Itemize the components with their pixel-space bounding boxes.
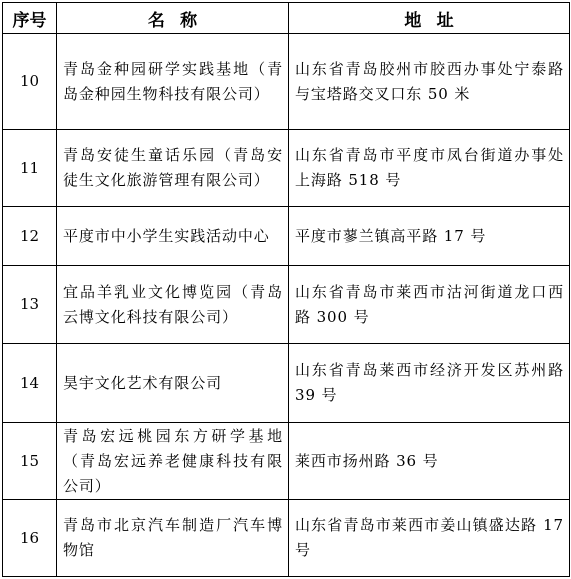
row-address: 山东省青岛市莱西市姜山镇盛达路 17 号: [289, 500, 570, 577]
table-row: [3, 344, 570, 423]
row-index: 13: [3, 266, 57, 344]
row-name: 青岛安徒生童话乐园（青岛安徒生文化旅游管理有限公司）: [57, 130, 289, 207]
row-name: 青岛金种园研学实践基地（青岛金种园生物科技有限公司）: [57, 34, 289, 130]
table-row: [3, 423, 570, 500]
table-row: [3, 266, 570, 344]
row-index: 15: [3, 423, 57, 500]
row-name: 昊宇文化艺术有限公司: [57, 344, 289, 423]
venue-table: [2, 2, 570, 577]
row-address: 莱西市扬州路 36 号: [289, 423, 570, 500]
header-name: 名称: [57, 3, 289, 34]
table-row: [3, 207, 570, 266]
row-name: 平度市中小学生实践活动中心: [57, 207, 289, 266]
header-index: 序号: [3, 3, 57, 34]
row-name: 宜品羊乳业文化博览园（青岛云博文化科技有限公司）: [57, 266, 289, 344]
row-address: 山东省青岛莱西市经济开发区苏州路 39 号: [289, 344, 570, 423]
row-address: 山东省青岛胶州市胶西办事处宁泰路与宝塔路交叉口东 50 米: [289, 34, 570, 130]
header-address: 地址: [289, 3, 570, 34]
table-row: [3, 130, 570, 207]
row-name: 青岛宏远桃园东方研学基地（青岛宏远养老健康科技有限公司）: [57, 423, 289, 500]
row-index: 10: [3, 34, 57, 130]
table-row: [3, 34, 570, 130]
row-name: 青岛市北京汽车制造厂汽车博物馆: [57, 500, 289, 577]
row-index: 11: [3, 130, 57, 207]
row-address: 山东省青岛市平度市凤台街道办事处上海路 518 号: [289, 130, 570, 207]
row-index: 14: [3, 344, 57, 423]
table-header-row: [3, 3, 570, 34]
table-row: [3, 500, 570, 577]
row-address: 山东省青岛市莱西市沽河街道龙口西路 300 号: [289, 266, 570, 344]
row-index: 12: [3, 207, 57, 266]
row-address: 平度市蓼兰镇高平路 17 号: [289, 207, 570, 266]
row-index: 16: [3, 500, 57, 577]
